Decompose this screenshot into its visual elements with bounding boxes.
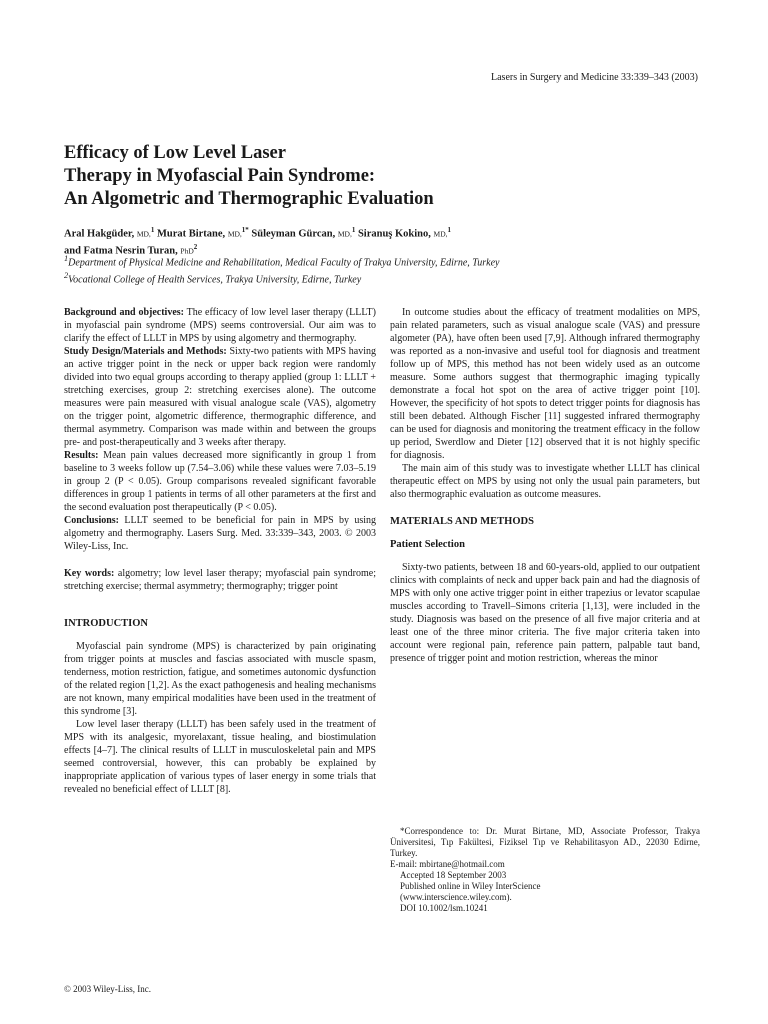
published-note: Published online in Wiley InterScience	[400, 881, 541, 891]
title-line: Efficacy of Low Level Laser	[64, 143, 286, 163]
abstract-conclusions	[64, 514, 376, 553]
correspondence-email: E-mail: mbirtane@hotmail.com	[390, 859, 505, 869]
affiliation-text: Department of Physical Medicine and Rehabilitation, Medical Faculty of Trakya University, Edirne, Turkey	[68, 257, 500, 269]
affiliations	[64, 252, 714, 287]
abstract-label: Results:	[64, 450, 99, 461]
author-degree: PhD	[180, 246, 194, 255]
doi: DOI 10.1002/lsm.10241	[400, 903, 488, 913]
keywords-label: Key words:	[64, 568, 115, 579]
abstract-label: Conclusions:	[64, 515, 120, 526]
title-line: Therapy in Myofascial Pain Syndrome:	[64, 166, 376, 186]
author-affiliation-mark: 1*	[241, 226, 249, 234]
author-name: and Fatma Nesrin Turan,	[64, 245, 178, 256]
accepted-date: Accepted 18 September 2003	[400, 870, 507, 880]
author-affiliation-mark: 1	[150, 226, 155, 234]
author-affiliation-mark: 1	[447, 226, 451, 234]
abstract-text: Sixty-two patients with MPS having an active trigger point in the neck or upper back region were randomly divided into two equal groups according to therapy applied (group 1: LLLT + stretching exercises, group 2: stretching exercises alone). The outcome measures were pain measured with visual analogue scale (VAS), algometry on the trigger point, algometric difference, thermographic difference, and thermal asymmetry. Comparison was made within and between the groups pre- and post-therapeutically and 3 weeks after therapy.	[64, 346, 377, 448]
keywords	[64, 567, 376, 593]
article-title	[64, 142, 664, 211]
keywords-text: algometry; low level laser therapy; myofascial pain syndrome; stretching exercise; thermal asymmetry; thermography; trigger point	[64, 568, 376, 592]
author-name: Murat Birtane,	[156, 228, 226, 240]
affiliation-text: Vocational College of Health Services, Trakya University, Edirne, Turkey	[68, 274, 362, 286]
correspondence-text: *Correspondence to: Dr. Murat Birtane, MD, Associate Professor, Trakya Üniversitesi, Tıp Fakültesi, Fiziksel Tıp ve Rehabilitasyon AD., 22030 Edirne, Turkey.	[390, 826, 700, 858]
author-degree: MD,	[136, 229, 151, 239]
abstract-text: LLLT seemed to be beneficial for pain in MPS by using algometry and thermography. Lasers Surg. Med. 33:339–343, 2003. © 2003 Wiley-Liss, Inc.	[64, 515, 376, 552]
author-affiliation-mark: 1	[351, 226, 356, 234]
abstract-text: The efficacy of low level laser therapy (LLLT) in myofascial pain syndrome (MPS) seems controversial. Our aim was to clarify the effect of LLLT in MPS by using algometry and thermography.	[64, 307, 376, 344]
correspondence-footnote	[390, 826, 700, 914]
abstract-background	[64, 306, 376, 345]
abstract-label: Study Design/Materials and Methods:	[64, 346, 227, 357]
abstract-design	[64, 345, 376, 449]
author-degree: MD,	[227, 229, 242, 239]
section-heading: INTRODUCTION	[64, 618, 149, 629]
section-heading: MATERIALS AND METHODS	[390, 516, 534, 527]
abstract-text: Mean pain values decreased more significantly in group 1 from baseline to 3 weeks follow up (7.54–3.06) while these values were 7.03–5.19 in group 2 (P < 0.05). Group comparisons revealed significant favorable differences in group 1 patients in terms of all other parameters at the first and the second evaluation post therapeutically (P < 0.05).	[64, 450, 376, 513]
paragraph: The main aim of this study was to investigate whether LLLT has clinical therapeutic effect on MPS by using not only the usual pain parameters, but also thermographic evaluation as outcome measures.	[390, 463, 700, 500]
author-name: Aral Hakgüder,	[64, 228, 135, 240]
publisher-url: (www.interscience.wiley.com).	[400, 892, 512, 902]
author-name: Siranuş Kokino,	[357, 228, 431, 240]
affiliation-mark: 2	[64, 271, 69, 281]
paragraph: Sixty-two patients, between 18 and 60-years-old, applied to our outpatient clinics with complaints of neck and upper back pain and had the diagnosis of MPS with only one active trigger point in either trapezius or levator scapulae muscles according to Travell–Simons criteria [1,13], were included in the study. Diagnosis was based on the presence of all five major criteria and at least one of the three minor criteria. The five major criteria taken into account were regional pain, reference pain pattern, palpable taut band, presence of trigger point and motion restriction, whereas the minor	[390, 562, 700, 664]
author-name: Süleyman Gürcan,	[251, 228, 336, 240]
affiliation	[64, 269, 714, 286]
author-degree: MD,	[433, 229, 448, 239]
left-column	[64, 306, 376, 796]
subsection-heading: Patient Selection	[390, 539, 465, 550]
affiliation-mark: 1	[64, 254, 69, 263]
running-head: Lasers in Surgery and Medicine 33:339–343 (2003)	[491, 72, 698, 83]
affiliation	[64, 252, 714, 269]
abstract-results	[64, 449, 376, 514]
title-line: An Algometric and Thermographic Evaluation	[64, 189, 434, 209]
copyright-footer: © 2003 Wiley-Liss, Inc.	[64, 984, 152, 994]
author-affiliation-mark: 2	[193, 242, 198, 251]
paragraph: Myofascial pain syndrome (MPS) is characterized by pain originating from trigger points at muscles and fascias associated with muscle spasm, tenderness, motion restriction, fatigue, and sometimes autonomic dysfunction of the related region [1,2]. As the exact pathogenesis and healing mechanisms are not known, many empirical modalities have been used in the treatment of this syndrome [3].	[64, 641, 376, 717]
abstract-label: Background and objectives:	[64, 307, 184, 318]
paragraph: In outcome studies about the efficacy of treatment modalities on MPS, pain related parameters, such as visual analogue scale (VAS) and pressure algometer (PA), have often been used [7,9]. Although infrared thermography was reported as a non-invasive and useful tool for diagnosis and treatment follow up of MPS, this method has not been widely used as an outcome measure. Some authors suggest that thermographic imaging typically demonstrate a focal hot spot on the area of active trigger point [10]. However, the specificity of hot spots to detect trigger points for diagnosis has still been debated. Although Fischer [11] suggested infrared thermography can be used for diagnosis and monitoring the treatment efficacy in the follow up period, Swerdlow and Dieter [12] observed that it is not highly specific for diagnosis.	[390, 307, 700, 461]
author-degree: MD,	[337, 229, 352, 239]
right-column	[390, 306, 700, 665]
paragraph: Low level laser therapy (LLLT) has been safely used in the treatment of MPS with its analgesic, myorelaxant, tissue healing, and biostimulation effects [4–7]. The clinical results of LLLT in musculoskeletal pain and MPS seemed controversial, however, this can probably be explained by inappropriate application of various types of laser energy in some trials that revealed no beneficial effect of LLLT [8].	[64, 719, 376, 795]
